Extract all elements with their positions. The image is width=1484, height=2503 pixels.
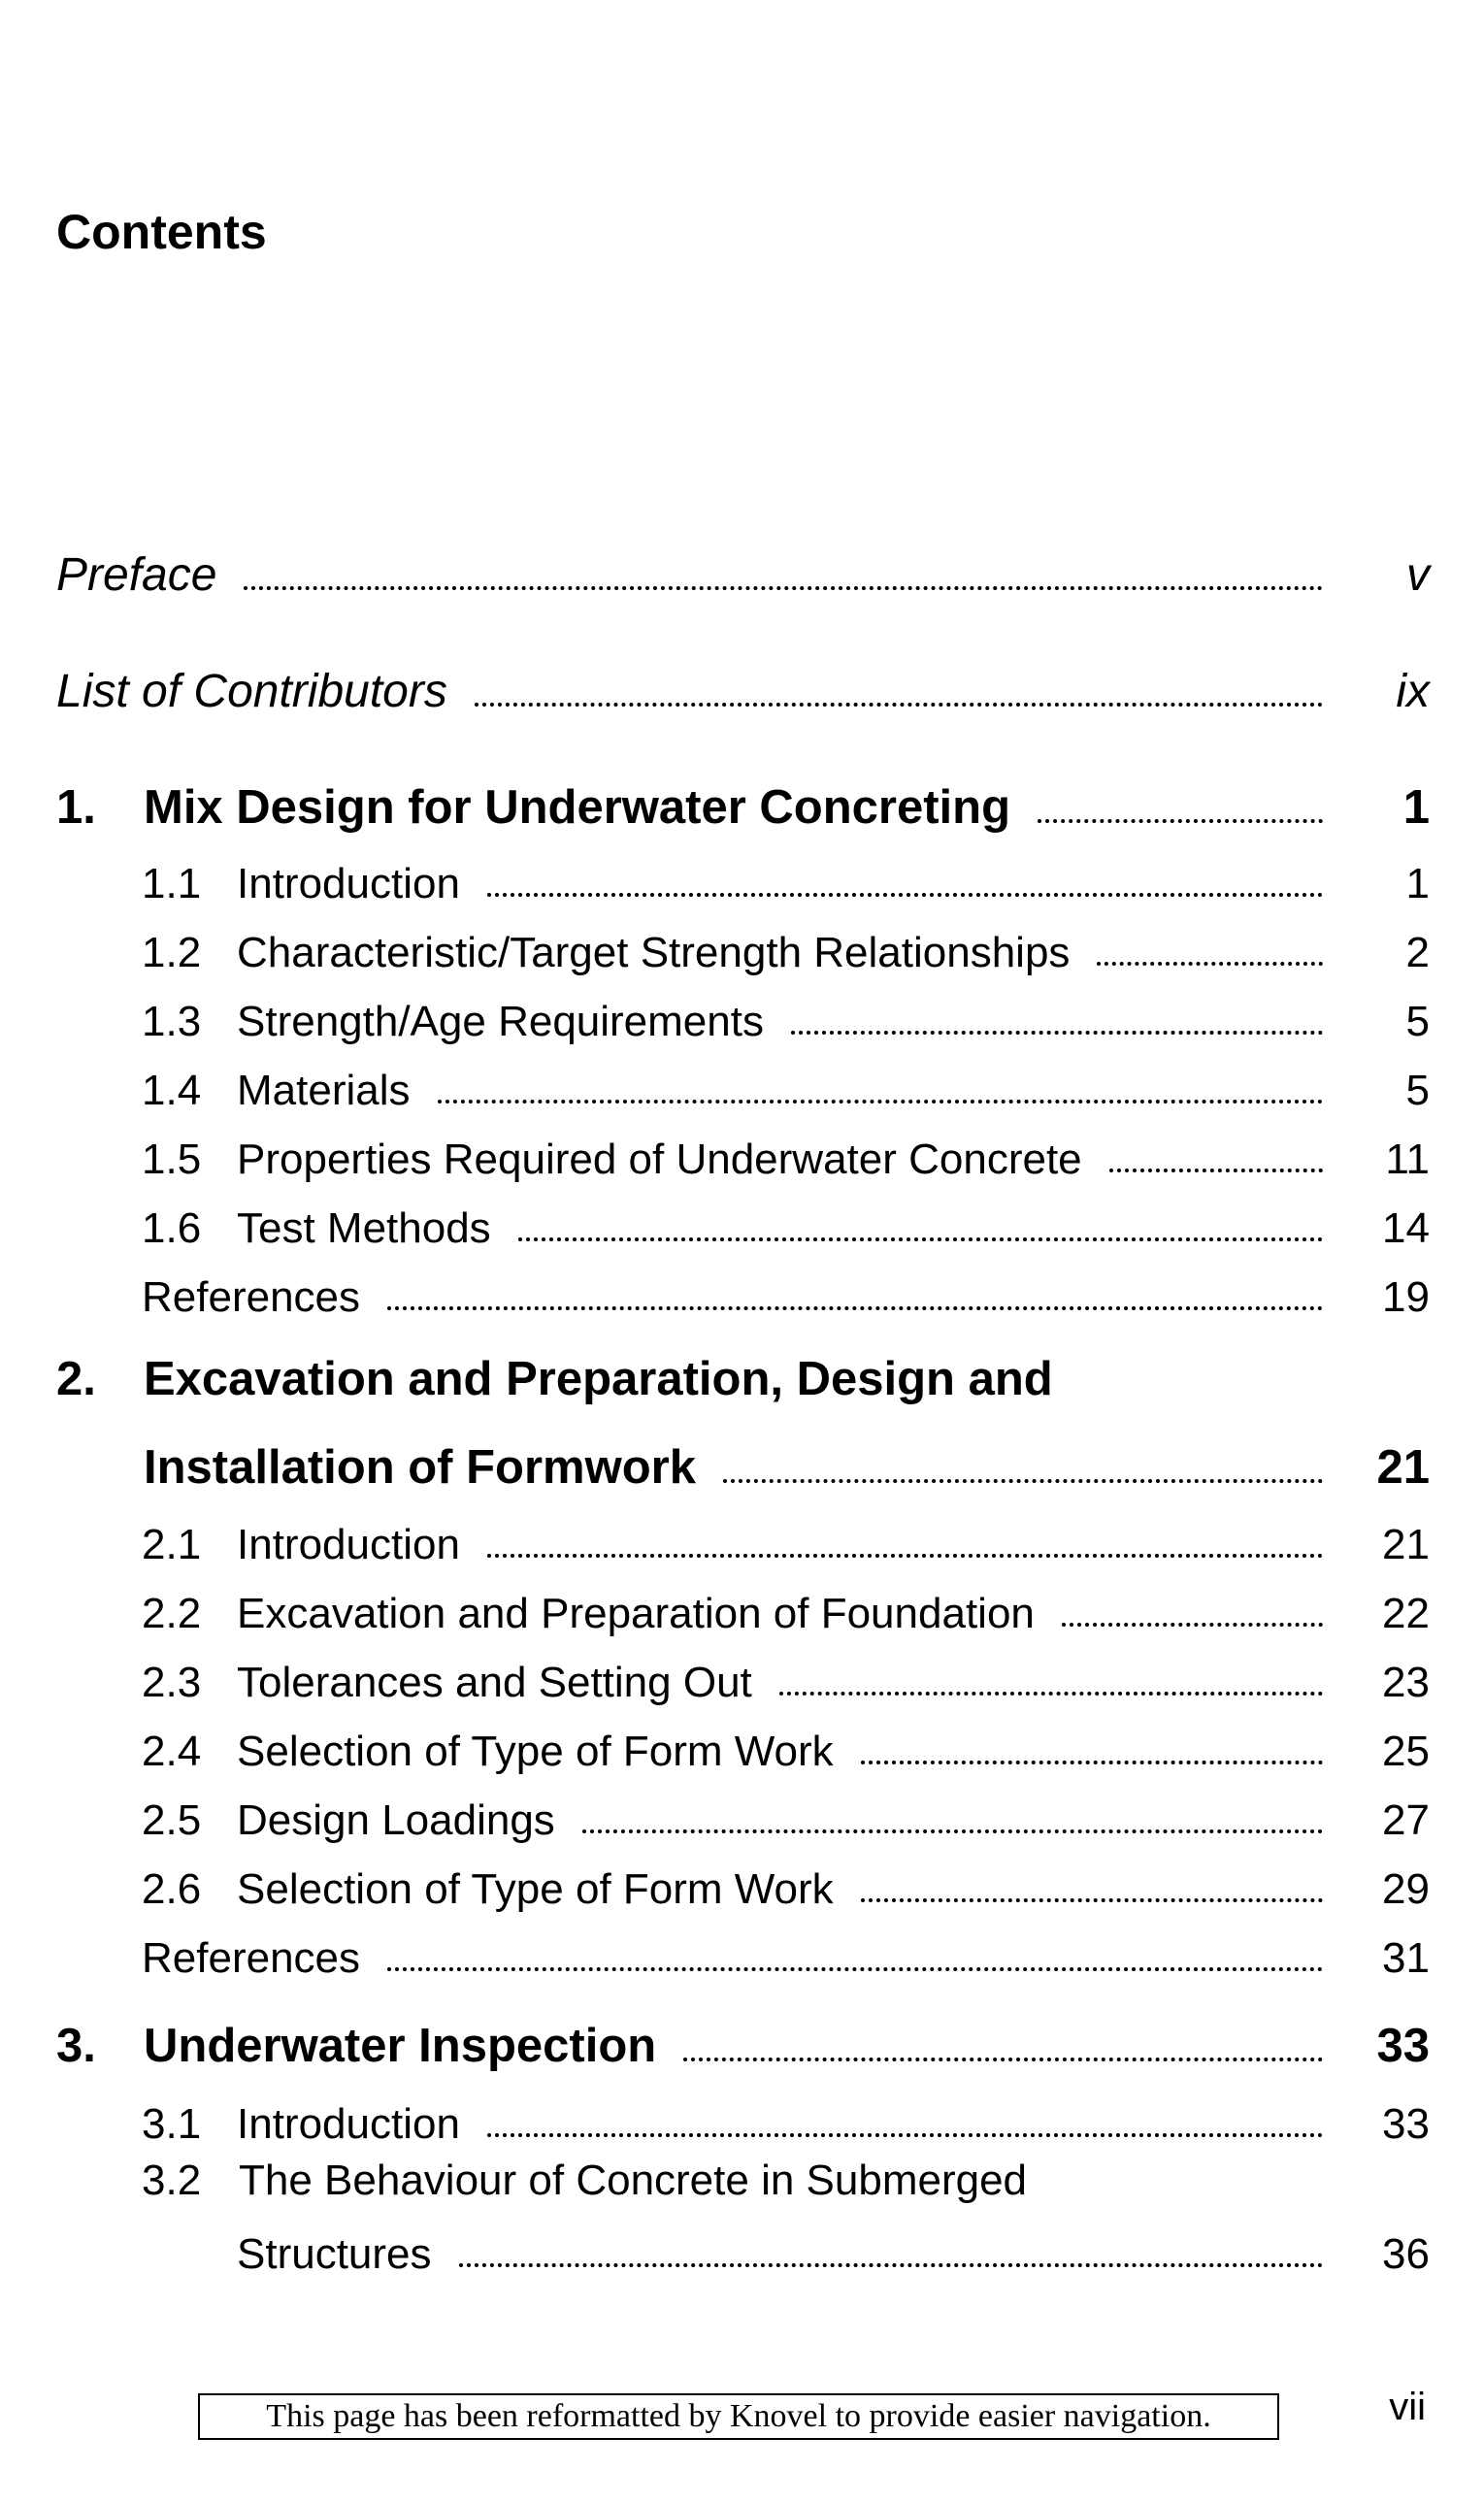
knovel-reformat-note: This page has been reformatted by Knovel to provide easier navigation. bbox=[198, 2393, 1279, 2440]
section-number: 3.1 bbox=[142, 2100, 202, 2148]
leader-dots bbox=[791, 1031, 1323, 1035]
section-page: 2 bbox=[1405, 929, 1430, 976]
chapter-number: 2. bbox=[56, 1353, 96, 1405]
leader-dots bbox=[487, 2133, 1323, 2137]
toc-entry-preface[interactable] bbox=[56, 540, 1430, 602]
toc-section-3-1[interactable] bbox=[56, 2087, 1430, 2149]
section-number: 3.2 bbox=[142, 2157, 202, 2204]
toc-section-1-1[interactable] bbox=[56, 846, 1430, 908]
toc-references-2[interactable] bbox=[56, 1921, 1430, 1983]
leader-dots bbox=[723, 1479, 1323, 1483]
section-number: 2.1 bbox=[142, 1521, 202, 1568]
leader-dots bbox=[387, 1306, 1323, 1310]
section-title: Test Methods bbox=[237, 1204, 491, 1252]
section-title-line2: Structures bbox=[237, 2230, 432, 2278]
section-number: 2.6 bbox=[142, 1865, 202, 1913]
section-page: 5 bbox=[1405, 1067, 1430, 1114]
leader-dots bbox=[582, 1829, 1323, 1833]
section-title: Strength/Age Requirements bbox=[237, 998, 764, 1045]
page-title: Contents bbox=[56, 205, 267, 259]
leader-dots bbox=[683, 2058, 1323, 2061]
entry-title: List of Contributors bbox=[56, 666, 447, 717]
chapter-page: 33 bbox=[1376, 2020, 1430, 2072]
chapter-title-line2: Installation of Formwork bbox=[144, 1441, 696, 1494]
leader-dots bbox=[1038, 819, 1323, 823]
section-title: Introduction bbox=[237, 860, 460, 907]
section-page: 11 bbox=[1385, 1136, 1430, 1183]
references-page: 31 bbox=[1382, 1934, 1430, 1982]
section-title: Excavation and Preparation of Foundation bbox=[237, 1590, 1035, 1637]
section-page: 27 bbox=[1382, 1796, 1430, 1844]
chapter-page: 1 bbox=[1402, 781, 1430, 834]
toc-references-1[interactable] bbox=[56, 1260, 1430, 1322]
section-title: Introduction bbox=[237, 1521, 460, 1568]
page-number: vii bbox=[1389, 2386, 1426, 2428]
chapter-number: 1. bbox=[56, 781, 96, 834]
section-number: 2.2 bbox=[142, 1590, 202, 1637]
toc-section-1-2[interactable] bbox=[56, 915, 1430, 977]
section-title-line1[interactable]: The Behaviour of Concrete in Submerged bbox=[239, 2157, 1028, 2204]
leader-dots bbox=[459, 2263, 1323, 2267]
leader-dots bbox=[475, 703, 1323, 707]
chapter-title: Underwater Inspection bbox=[144, 2020, 657, 2072]
toc-section-2-1[interactable] bbox=[56, 1507, 1430, 1569]
section-title: Tolerances and Setting Out bbox=[237, 1659, 752, 1706]
section-title: Materials bbox=[237, 1067, 411, 1114]
toc-chapter-2[interactable] bbox=[56, 1433, 1430, 1495]
references-title: References bbox=[142, 1273, 361, 1321]
toc-entry-contributors[interactable] bbox=[56, 656, 1430, 718]
toc-chapter-1[interactable] bbox=[56, 773, 1430, 835]
section-page: 33 bbox=[1382, 2100, 1430, 2148]
toc-section-2-3[interactable] bbox=[56, 1645, 1430, 1707]
section-number: 1.1 bbox=[142, 860, 202, 907]
leader-dots bbox=[861, 1898, 1323, 1902]
entry-page: ix bbox=[1396, 666, 1430, 717]
toc-section-2-4[interactable] bbox=[56, 1714, 1430, 1776]
section-number: 2.4 bbox=[142, 1728, 202, 1775]
leader-dots bbox=[779, 1692, 1323, 1696]
references-title: References bbox=[142, 1934, 361, 1982]
section-page: 22 bbox=[1382, 1590, 1430, 1637]
section-page: 5 bbox=[1405, 998, 1430, 1045]
toc-section-2-2[interactable] bbox=[56, 1576, 1430, 1638]
section-page: 29 bbox=[1382, 1865, 1430, 1913]
section-number: 1.4 bbox=[142, 1067, 202, 1114]
chapter-number: 3. bbox=[56, 2020, 96, 2072]
references-page: 19 bbox=[1382, 1273, 1430, 1321]
leader-dots bbox=[1062, 1623, 1323, 1627]
leader-dots bbox=[438, 1100, 1324, 1103]
section-number: 2.5 bbox=[142, 1796, 202, 1844]
leader-dots bbox=[1097, 962, 1323, 966]
leader-dots bbox=[518, 1237, 1323, 1241]
section-page: 1 bbox=[1405, 860, 1430, 907]
section-title: Design Loadings bbox=[237, 1796, 555, 1844]
toc-section-3-2[interactable] bbox=[56, 2217, 1430, 2279]
chapter-title-line1[interactable]: Excavation and Preparation, Design and bbox=[144, 1353, 1053, 1405]
section-number: 1.3 bbox=[142, 998, 202, 1045]
section-page: 21 bbox=[1382, 1521, 1430, 1568]
section-number: 1.5 bbox=[142, 1136, 202, 1183]
chapter-page: 21 bbox=[1376, 1441, 1430, 1494]
section-page: 14 bbox=[1382, 1204, 1430, 1252]
toc-chapter-3[interactable] bbox=[56, 2011, 1430, 2073]
chapter-title: Mix Design for Underwater Concreting bbox=[144, 781, 1011, 834]
section-title: Characteristic/Target Strength Relationships bbox=[237, 929, 1071, 976]
leader-dots bbox=[487, 1554, 1323, 1558]
section-title: Properties Required of Underwater Concrete bbox=[237, 1136, 1082, 1183]
section-page: 25 bbox=[1382, 1728, 1430, 1775]
section-title: Selection of Type of Form Work bbox=[237, 1728, 834, 1775]
leader-dots bbox=[244, 586, 1323, 590]
section-number: 1.6 bbox=[142, 1204, 202, 1252]
leader-dots bbox=[861, 1761, 1323, 1764]
toc-section-1-6[interactable] bbox=[56, 1191, 1430, 1253]
section-number: 2.3 bbox=[142, 1659, 202, 1706]
toc-section-1-4[interactable] bbox=[56, 1053, 1430, 1115]
toc-section-1-5[interactable] bbox=[56, 1122, 1430, 1184]
section-number: 1.2 bbox=[142, 929, 202, 976]
section-title: Introduction bbox=[237, 2100, 460, 2148]
toc-section-2-5[interactable] bbox=[56, 1783, 1430, 1845]
entry-page: v bbox=[1406, 549, 1430, 601]
section-title: Selection of Type of Form Work bbox=[237, 1865, 834, 1913]
section-page: 36 bbox=[1382, 2230, 1430, 2278]
leader-dots bbox=[487, 893, 1323, 897]
toc-section-2-6[interactable] bbox=[56, 1852, 1430, 1914]
leader-dots bbox=[1109, 1169, 1323, 1172]
leader-dots bbox=[387, 1967, 1323, 1971]
section-page: 23 bbox=[1382, 1659, 1430, 1706]
toc-section-1-3[interactable] bbox=[56, 984, 1430, 1046]
entry-title: Preface bbox=[56, 549, 217, 601]
